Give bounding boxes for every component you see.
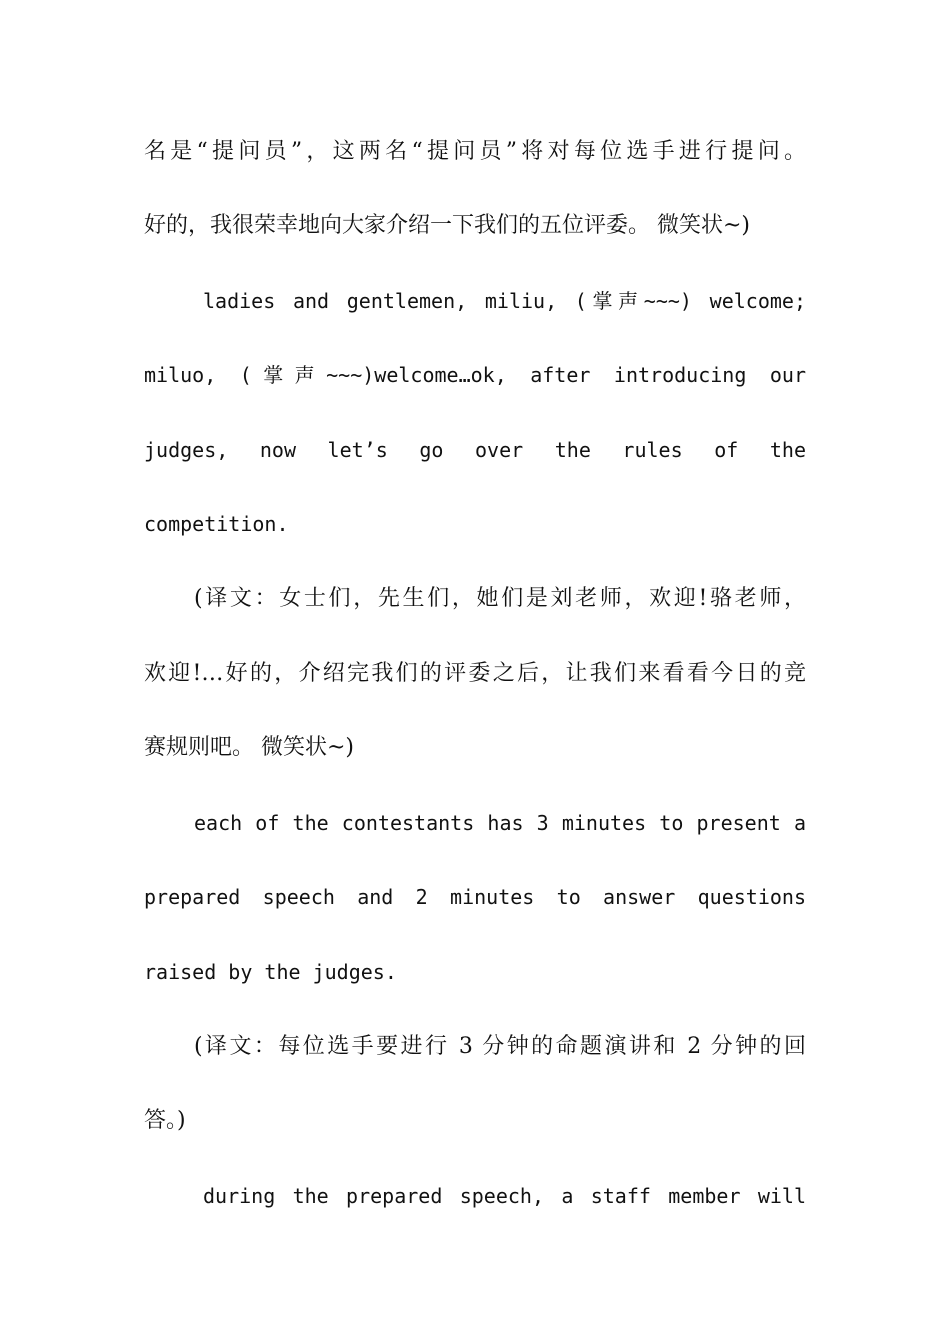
text-line-9: 赛规则吧。 微笑状~) [144,735,355,760]
text-line-8: 欢迎!…好的，介绍完我们的评委之后，让我们来看看今日的竞 [144,661,806,686]
text-line-10: each of the contestants has 3 minutes to present a [194,811,806,835]
text-line-11: prepared speech and 2 minutes to answer questions [144,885,806,909]
text-line-6: competition. [144,512,289,536]
text-line-13: (译文：每位选手要进行 3 分钟的命题演讲和 2 分钟的回 [194,1034,806,1059]
text-line-3: ladies and gentlemen, miliu, (掌声~~~) welcome; [203,289,806,313]
text-line-15: during the prepared speech, a staff member will [203,1184,806,1208]
text-line-14: 答。) [144,1108,186,1133]
text-line-1: 名是“提问员”，这两名“提问员”将对每位选手进行提问。 [144,139,806,164]
text-line-5: judges, now let’s go over the rules of the [144,438,806,462]
text-line-12: raised by the judges. [144,960,397,984]
text-line-2: 好的，我很荣幸地向大家介绍一下我们的五位评委。 微笑状~) [144,213,751,238]
text-line-4: miluo, (掌声~~~)welcome…ok, after introducing our [144,363,806,387]
text-line-7: (译文：女士们，先生们，她们是刘老师，欢迎!骆老师， [194,586,806,611]
